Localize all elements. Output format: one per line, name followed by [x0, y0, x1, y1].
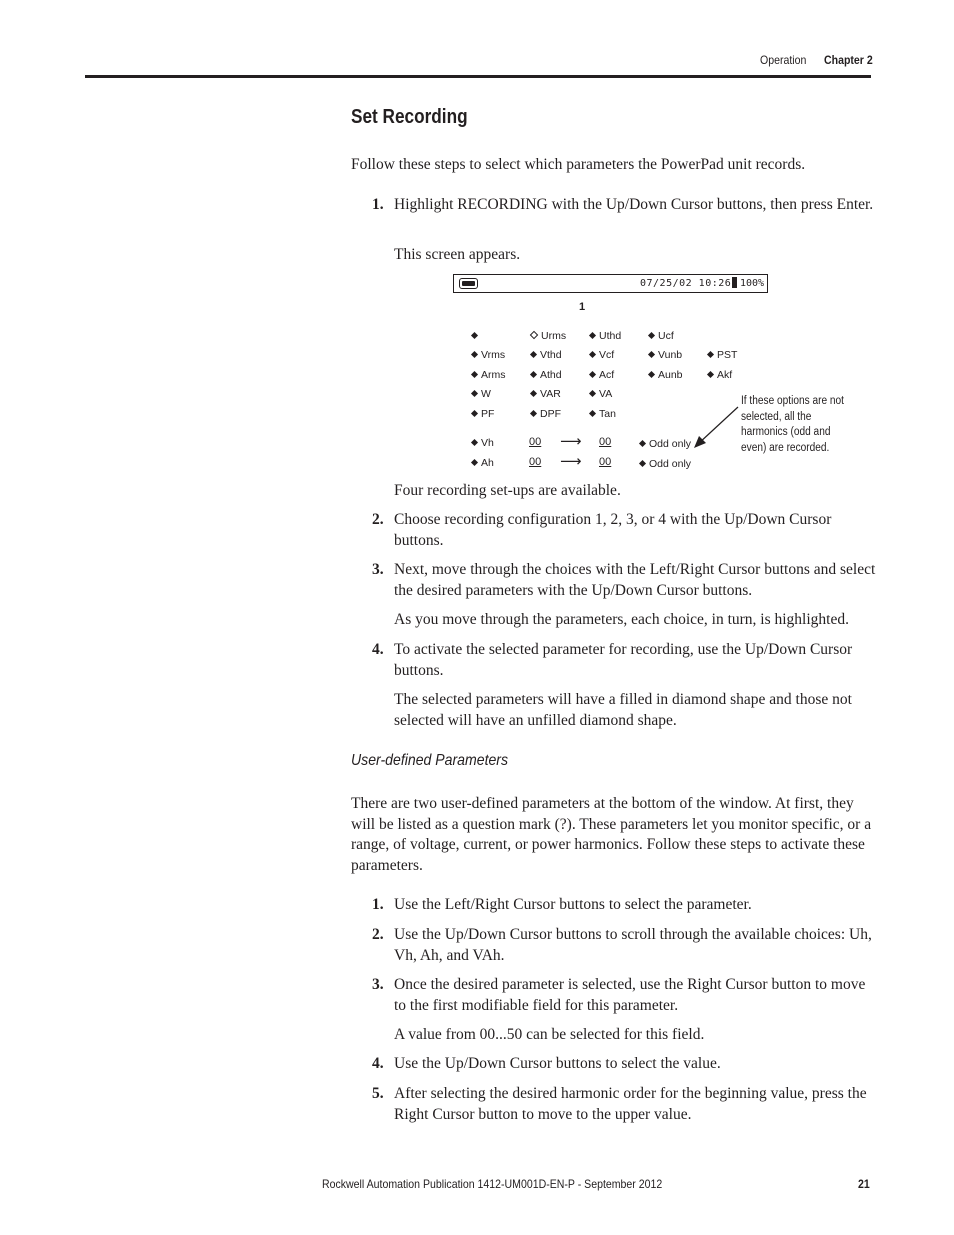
step-number: 1. [372, 196, 384, 213]
param-athd: Athd [531, 369, 562, 381]
param-pf: PF [472, 408, 494, 420]
config-number: 1 [579, 301, 586, 313]
filled-diamond-icon [530, 371, 537, 378]
filled-diamond-icon [471, 459, 478, 466]
step4-note: The selected parameters will have a filled in diamond shape and those not selected will have an unfilled diamond shape. [394, 691, 852, 729]
param-ucf: Ucf [649, 330, 674, 342]
step-number: 3. [372, 561, 384, 578]
filled-diamond-icon [648, 332, 655, 339]
step-b-4 [372, 1054, 877, 1075]
step-a-4 [372, 640, 877, 681]
ah-to-value: 00 [599, 456, 612, 468]
step-text: Choose recording configuration 1, 2, 3, or 4 with the Up/Down Cursor buttons. [394, 511, 832, 549]
step-number: 5. [372, 1085, 384, 1102]
param-ah: Ah [472, 457, 494, 469]
ah-odd-only: Odd only [640, 458, 691, 470]
filled-diamond-icon [639, 460, 646, 467]
param-vthd: Vthd [531, 349, 562, 361]
datetime: 07/25/02 10:26 [640, 278, 732, 289]
step-text: Next, move through the choices with the Left/Right Cursor buttons and select the desired parameters with the Up/Down Cursor buttons. [394, 561, 876, 599]
param-vunb: Vunb [649, 349, 682, 361]
ah-from-value: 00 [529, 456, 542, 468]
param-var: VAR [531, 388, 561, 400]
param-w: W [472, 388, 491, 400]
step-text: Once the desired parameter is selected, use the Right Cursor button to move to the first modifiable field for this parameter. [394, 976, 866, 1014]
filled-diamond-icon [530, 351, 537, 358]
step-b-2 [372, 925, 877, 966]
after-screen-note: Four recording set-ups are available. [394, 482, 621, 499]
battery-icon [732, 277, 737, 288]
filled-diamond-icon [471, 439, 478, 446]
step-text: Highlight RECORDING with the Up/Down Cursor buttons, then press Enter. [394, 196, 874, 213]
step1-note: This screen appears. [394, 246, 521, 263]
filled-diamond-icon [648, 351, 655, 358]
filled-diamond-icon [589, 371, 596, 378]
step-b-1 [372, 895, 877, 916]
step-number: 4. [372, 1055, 384, 1072]
step-number: 2. [372, 511, 384, 528]
filled-diamond-icon [589, 390, 596, 397]
filled-diamond-icon [589, 351, 596, 358]
filled-diamond-icon [530, 410, 537, 417]
vh-to-value: 00 [599, 436, 612, 448]
step-b-5 [372, 1084, 877, 1125]
step-number: 4. [372, 641, 384, 658]
header-rule [85, 75, 871, 78]
page-number: 21 [858, 1177, 870, 1191]
vh-odd-only: Odd only [640, 438, 691, 450]
filled-diamond-icon [530, 390, 537, 397]
step3-note: As you move through the parameters, each choice, in turn, is highlighted. [394, 611, 849, 628]
battery-level: 100% [740, 278, 765, 289]
param-dpf: DPF [531, 408, 561, 420]
step-number: 2. [372, 926, 384, 943]
filled-diamond-icon [471, 332, 478, 339]
user-defined-intro: There are two user-defined parameters at the bottom of the window. At first, they will be listed as a question mark (?). These parameters let you monitor specific, or a range, of voltage, current, or power harmonics. Follow these steps to activate these parameters. [351, 795, 872, 874]
param-pst: PST [708, 349, 737, 361]
filled-diamond-icon [707, 351, 714, 358]
param-aunb: Aunb [649, 369, 683, 381]
status-bar [453, 274, 768, 293]
step3b-note: A value from 00...50 can be selected for this field. [394, 1026, 705, 1043]
filled-diamond-icon [589, 332, 596, 339]
step-text: After selecting the desired harmonic order for the beginning value, press the Right Cursor button to move to the upper value. [394, 1085, 867, 1123]
intro-paragraph: Follow these steps to select which parameters the PowerPad unit records. [351, 156, 806, 173]
param-arms: Arms [472, 369, 506, 381]
vh-from-value: 00 [529, 436, 542, 448]
filled-diamond-icon [471, 351, 478, 358]
step-text: Use the Left/Right Cursor buttons to select the parameter. [394, 896, 752, 913]
param-va: VA [590, 388, 612, 400]
step-number: 3. [372, 976, 384, 993]
filled-diamond-icon [639, 440, 646, 447]
step-a-2 [372, 510, 877, 551]
header-chapter: Chapter 2 [824, 53, 873, 67]
arrow-icon: ⟶ [560, 432, 582, 450]
filled-diamond-icon [471, 371, 478, 378]
filled-diamond-icon [648, 371, 655, 378]
param-vrms: Vrms [472, 349, 505, 361]
param-blank [472, 330, 481, 342]
param-acf: Acf [590, 369, 614, 381]
step-text: Use the Up/Down Cursor buttons to scroll through the available choices: Uh, Vh, Ah, and VAh. [394, 926, 872, 964]
filled-diamond-icon [589, 410, 596, 417]
callout-text: If these options are not selected, all the harmonics (odd and even) are recorded. [741, 395, 844, 454]
step-b-3 [372, 975, 877, 1016]
param-uthd: Uthd [590, 330, 621, 342]
step-a-3 [372, 560, 877, 601]
param-akf: Akf [708, 369, 732, 381]
filled-diamond-icon [707, 371, 714, 378]
filled-diamond-icon [471, 410, 478, 417]
step-number: 1. [372, 896, 384, 913]
footer-publication: Rockwell Automation Publication 1412-UM001D-EN-P - September 2012 [322, 1177, 663, 1191]
step-a-1 [372, 195, 877, 216]
step-text: Use the Up/Down Cursor buttons to select the value. [394, 1055, 721, 1072]
param-urms: Urms [531, 330, 566, 342]
arrow-icon: ⟶ [560, 452, 582, 470]
step-text: To activate the selected parameter for recording, use the Up/Down Cursor buttons. [394, 641, 853, 679]
page-title: Set Recording [351, 106, 468, 128]
param-vh: Vh [472, 437, 494, 449]
subheading: User-defined Parameters [351, 752, 509, 769]
display-icon [459, 278, 478, 289]
param-tan: Tan [590, 408, 616, 420]
empty-diamond-icon [530, 331, 538, 339]
param-vcf: Vcf [590, 349, 614, 361]
header-section: Operation [760, 53, 807, 67]
callout-arrow-icon [690, 405, 750, 450]
filled-diamond-icon [471, 390, 478, 397]
